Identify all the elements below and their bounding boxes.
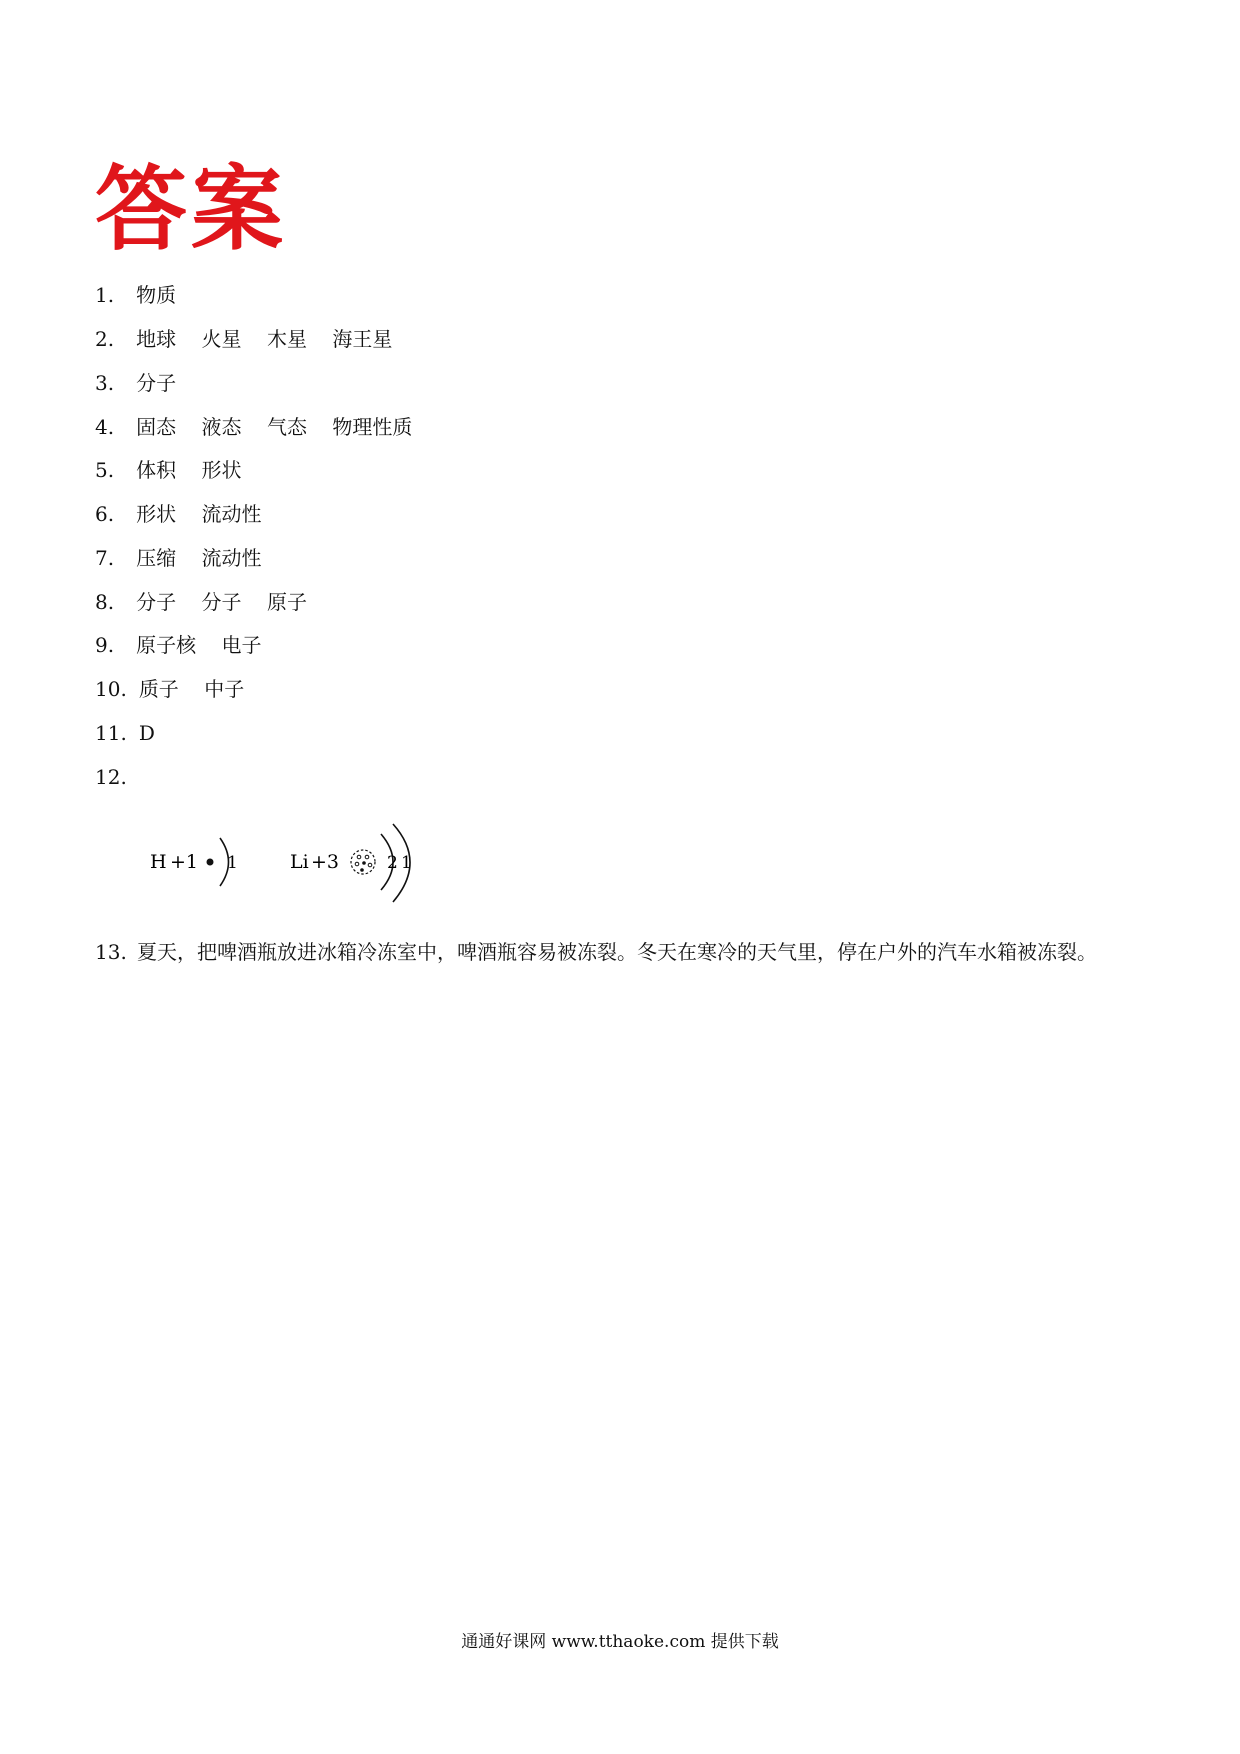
answer-row-long [95,927,1155,977]
answer-text: 流动性 [201,546,262,570]
answer-text: 流动性 [201,502,262,526]
answer-text: 火星 [201,327,242,351]
answer-number: 13. [95,940,127,964]
answer-number: 7. [95,546,115,570]
hydrogen-symbol: H [150,851,167,873]
hydrogen-shell-count: 1 [227,853,238,873]
answer-row [95,326,392,352]
lithium-inner-shell-count: 2 [387,853,398,873]
lithium-symbol: Li [290,851,309,873]
nucleon [368,863,372,867]
answer-text: 形状 [201,458,242,482]
answer-text: 木星 [266,327,307,351]
answer-row [95,545,262,571]
answer-text: 中子 [204,677,245,701]
answer-text: 夏天，把啤酒瓶放进冰箱冷冻室中，啤酒瓶容易被冻裂。冬天在寒冷的天气里，停在户外的汽车水箱被冻裂。 [137,940,1097,964]
hydrogen-atom-diagram [150,838,238,886]
answer-text: 原子核 [136,633,197,657]
answer-row [95,501,262,527]
answer-text: 液态 [201,415,242,439]
answer-number: 3. [95,371,115,395]
answer-text: 分子 [136,590,177,614]
answer-number: 5. [95,458,115,482]
answer-number: 8. [95,590,115,614]
hydrogen-nucleus-charge: +1 [170,851,199,873]
page-title: 答案 [95,156,288,263]
answer-row [95,632,262,658]
answer-text: 物质 [136,283,177,307]
answer-number: 11. [95,721,127,745]
answer-text: 海王星 [332,327,393,351]
answer-number: 2. [95,327,115,351]
atomic-structure-diagram [135,820,455,910]
answer-text: 物理性质 [332,415,413,439]
lithium-outer-shell-count: 1 [401,853,412,873]
nucleon [357,855,361,859]
answer-row [95,676,244,702]
nucleon [362,861,366,865]
answer-text: D [138,721,155,745]
answer-number: 9. [95,633,115,657]
answer-text: 分子 [136,371,177,395]
answer-number: 1. [95,283,115,307]
answer-row [95,764,127,790]
answer-text: 质子 [138,677,179,701]
answer-number: 10. [95,677,127,701]
answer-number: 6. [95,502,115,526]
answer-row [95,282,176,308]
answer-text: 原子 [266,590,307,614]
answer-text: 压缩 [136,546,177,570]
answer-number: 12. [95,765,127,789]
nucleon [365,855,369,859]
answer-text: 电子 [221,633,262,657]
answer-text: 形状 [136,502,177,526]
answer-number: 4. [95,415,115,439]
lithium-atom-diagram [290,824,412,902]
nucleon [360,868,364,872]
answer-row [95,720,155,746]
answer-row [95,589,307,615]
answer-text: 体积 [136,458,177,482]
answer-row [95,457,242,483]
answer-text: 分子 [201,590,242,614]
answer-row [95,370,176,396]
nucleon [355,862,359,866]
answer-text: 地球 [136,327,177,351]
answer-text: 固态 [136,415,177,439]
answer-row [95,414,412,440]
answer-text: 气态 [266,415,307,439]
page-footer: 通通好课网 www.tthaoke.com 提供下载 [461,1632,779,1652]
lithium-nucleus-charge: +3 [311,851,340,873]
hydrogen-nucleus-dot [207,859,214,866]
